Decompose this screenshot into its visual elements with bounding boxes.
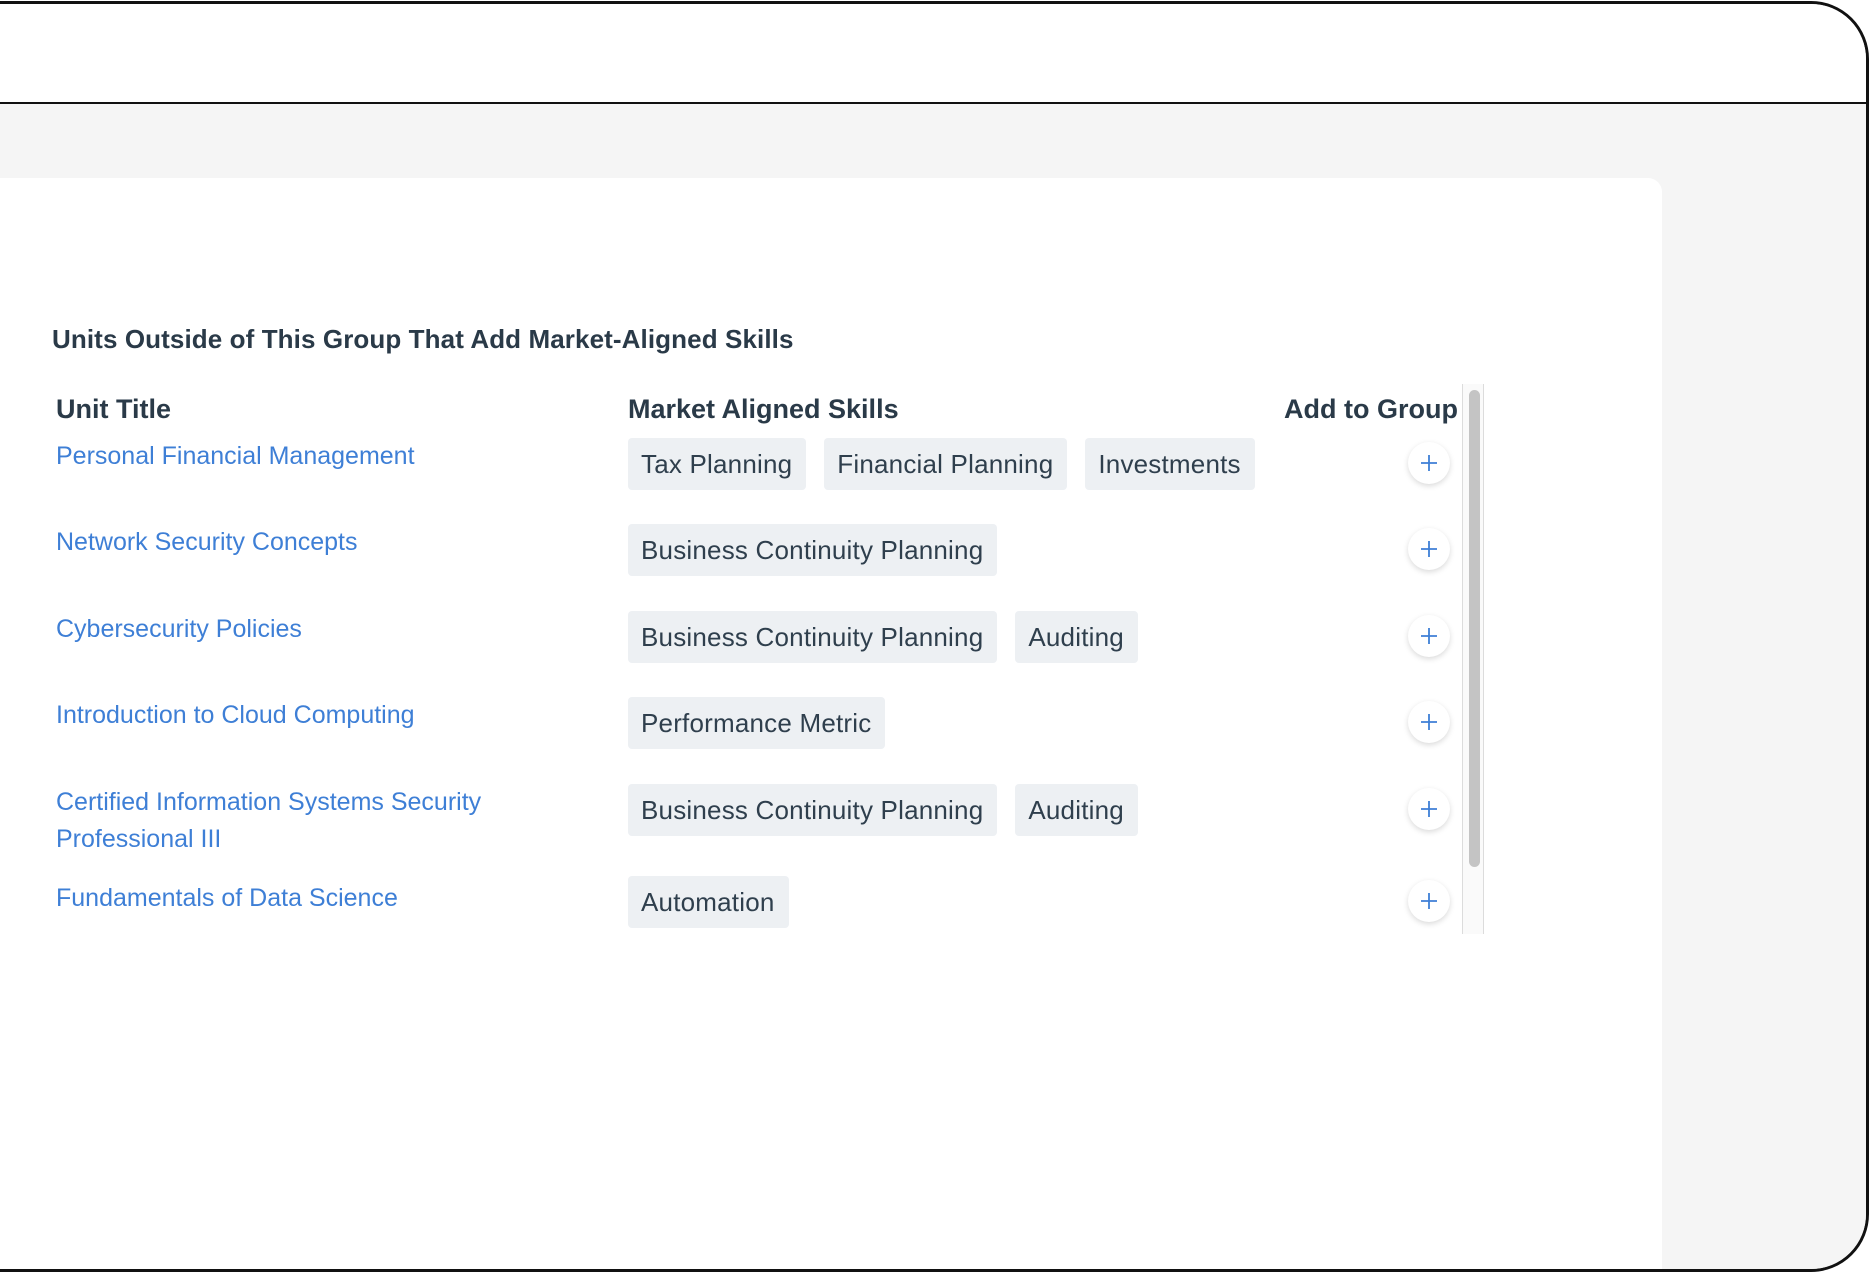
- skill-chips: [628, 697, 885, 749]
- table-row: [52, 784, 1502, 876]
- unit-title-link[interactable]: Introduction to Cloud Computing: [56, 701, 415, 729]
- table-row: [52, 697, 1502, 777]
- skill-chip: Business Continuity Planning: [628, 611, 997, 663]
- skill-chip: Automation: [628, 876, 789, 928]
- table-row: [52, 611, 1502, 691]
- unit-title-link[interactable]: Personal Financial Management: [56, 442, 415, 470]
- add-to-group-button[interactable]: [1408, 701, 1450, 743]
- plus-icon: [1419, 453, 1439, 473]
- add-to-group-button[interactable]: [1408, 880, 1450, 922]
- section-title: Units Outside of This Group That Add Market-Aligned Skills: [52, 324, 794, 354]
- column-header-skills: Market Aligned Skills: [628, 394, 899, 424]
- plus-icon: [1419, 626, 1439, 646]
- table-row: [52, 438, 1502, 518]
- unit-title-link[interactable]: Network Security Concepts: [56, 528, 358, 556]
- skill-chips: [628, 784, 1138, 836]
- add-to-group-button[interactable]: [1408, 788, 1450, 830]
- window-top-bar: [0, 4, 1866, 104]
- table-row: [52, 524, 1502, 604]
- plus-icon: [1419, 799, 1439, 819]
- add-to-group-button[interactable]: [1408, 528, 1450, 570]
- units-table: [52, 384, 1502, 934]
- add-to-group-button[interactable]: [1408, 615, 1450, 657]
- skill-chip: Tax Planning: [628, 438, 806, 490]
- column-header-unit-title: Unit Title: [56, 394, 172, 424]
- plus-icon: [1419, 539, 1439, 559]
- skill-chip: Financial Planning: [824, 438, 1067, 490]
- unit-title-link[interactable]: Fundamentals of Data Science: [56, 884, 398, 912]
- column-header-add-to-group: Add to Group: [1284, 394, 1458, 424]
- main-content: [0, 104, 1866, 1269]
- skill-chip: Investments: [1085, 438, 1254, 490]
- content-card: [0, 178, 1662, 1272]
- skill-chip: Auditing: [1015, 611, 1138, 663]
- table-scrollbar[interactable]: [1462, 384, 1484, 934]
- app-window: [0, 1, 1869, 1272]
- table-row: [52, 880, 1502, 960]
- skill-chip: Auditing: [1015, 784, 1138, 836]
- skill-chip: Business Continuity Planning: [628, 784, 997, 836]
- skill-chip: Business Continuity Planning: [628, 524, 997, 576]
- add-to-group-button[interactable]: [1408, 442, 1450, 484]
- unit-title-link[interactable]: Certified Information Systems Security Professional III: [56, 788, 482, 853]
- skill-chip: Performance Metric: [628, 697, 885, 749]
- skill-chips: [628, 524, 997, 576]
- skill-chips: [628, 438, 1255, 490]
- unit-title-link[interactable]: Cybersecurity Policies: [56, 615, 302, 643]
- plus-icon: [1419, 891, 1439, 911]
- plus-icon: [1419, 712, 1439, 732]
- scrollbar-thumb[interactable]: [1469, 390, 1480, 867]
- skill-chips: [628, 876, 789, 928]
- skill-chips: [628, 611, 1138, 663]
